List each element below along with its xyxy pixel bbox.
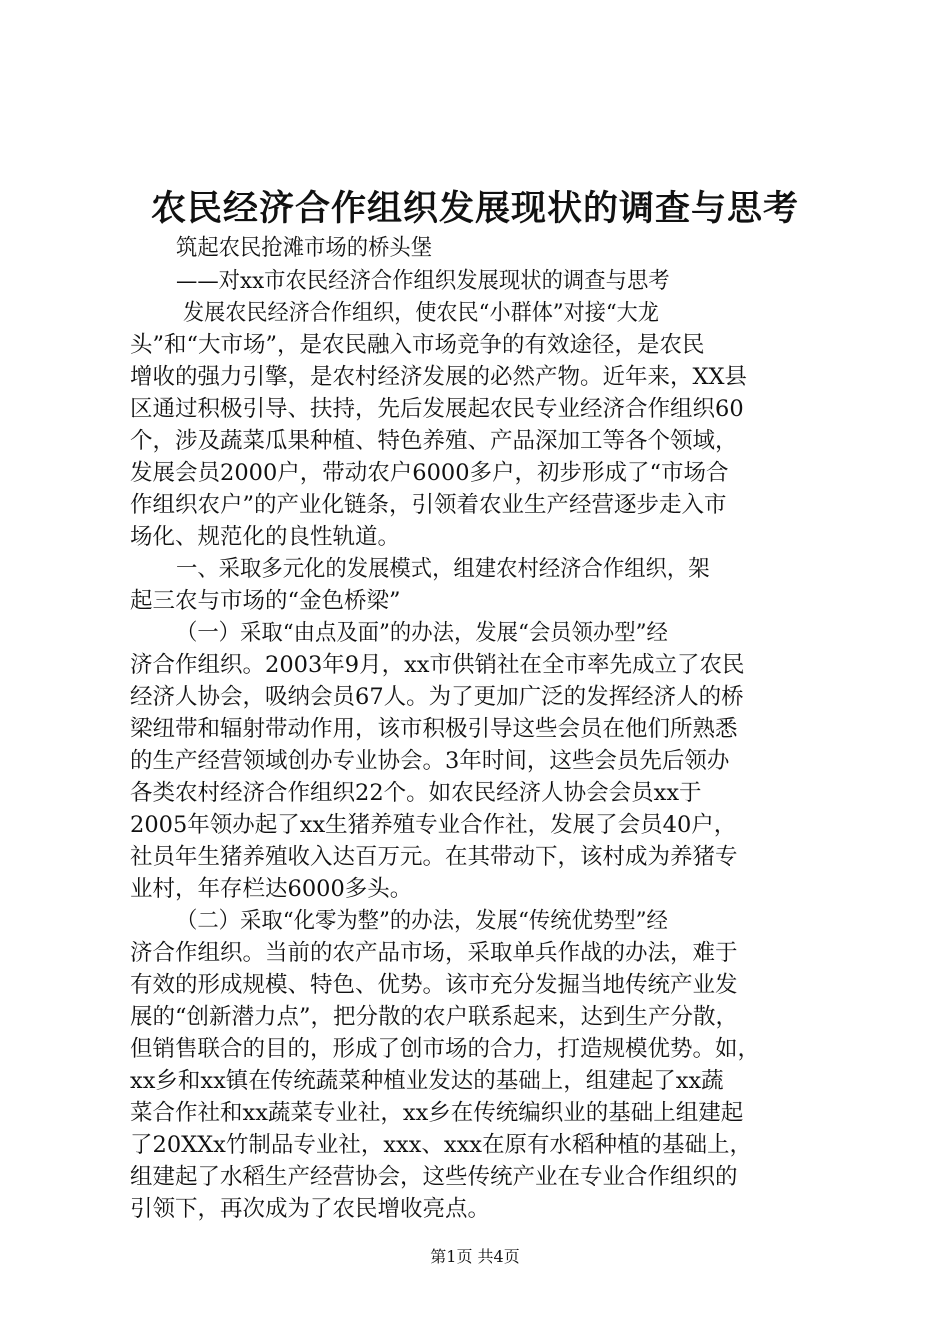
document-title: 农民经济合作组织发展现状的调查与思考 (150, 188, 799, 229)
body-line: 场化、规范化的良性轨道。 (130, 524, 401, 550)
section-heading-line: 起三农与市场的“金色桥梁” (130, 588, 401, 614)
subtitle-line: ——对xx市农民经济合作组织发展现状的调查与思考 (176, 268, 670, 294)
body-line: 菜合作社和xx蔬菜专业社，xx乡在传统编织业的基础上组建起 (130, 1100, 744, 1126)
body-line: 有效的形成规模、特色、优势。该市充分发掘当地传统产业发 (130, 972, 738, 998)
body-line: 组建起了水稻生产经营协会，这些传统产业在专业合作组织的 (130, 1164, 738, 1190)
body-line: xx乡和xx镇在传统蔬菜种植业发达的基础上，组建起了xx蔬 (130, 1068, 724, 1094)
body-line: 了20XXx竹制品专业社，xxx、xxx在原有水稻种植的基础上， (130, 1132, 752, 1158)
body-line: 2005年领办起了xx生猪养殖专业合作社，发展了会员40户， (130, 812, 737, 838)
subtitle-line: 筑起农民抢滩市场的桥头堡 (176, 235, 433, 261)
body-line: 梁纽带和辐射带动作用，该市积极引导这些会员在他们所熟悉 (130, 716, 738, 742)
body-line: 作组织农户”的产业化链条，引领着农业生产经营逐步走入市 (130, 492, 727, 518)
body-line: 个，涉及蔬菜瓜果种植、特色养殖、产品深加工等各个领域， (130, 428, 738, 454)
body-line: 但销售联合的目的，形成了创市场的合力，打造规模优势。如， (130, 1036, 761, 1062)
body-line: 经济人协会，吸纳会员67人。为了更加广泛的发挥经济人的桥 (130, 684, 744, 710)
body-line: 区通过积极引导、扶持，先后发展起农民专业经济合作组织60 (130, 396, 744, 422)
body-line: 头”和“大市场”，是农民融入市场竞争的有效途径，是农民 (130, 332, 705, 358)
body-line: 各类农村经济合作组织22个。如农民经济人协会会员xx于 (130, 780, 702, 806)
body-line: 展的“创新潜力点”，把分散的农户联系起来，达到生产分散， (130, 1004, 739, 1030)
body-line: 增收的强力引擎，是农村经济发展的必然产物。近年来，XX县 (130, 364, 748, 390)
body-line: （二）采取“化零为整”的办法，发展“传统优势型”经 (176, 908, 668, 934)
body-line: 济合作组织。2003年9月，xx市供销社在全市率先成立了农民 (130, 652, 745, 678)
body-line: 引领下，再次成为了农民增收亮点。 (130, 1196, 491, 1222)
section-heading-line: 一、采取多元化的发展模式，组建农村经济合作组织，架 (176, 556, 710, 582)
body-line: （一）采取“由点及面”的办法，发展“会员领办型”经 (176, 620, 668, 646)
page-footer: 第1页 共4页 (430, 1247, 520, 1266)
body-line: 社员年生猪养殖收入达百万元。在其带动下，该村成为养猪专 (130, 844, 738, 870)
body-line: 业村，年存栏达6000多头。 (130, 876, 413, 902)
body-line: 的生产经营领域创办专业协会。3年时间，这些会员先后领办 (130, 748, 730, 774)
body-line: 济合作组织。当前的农产品市场，采取单兵作战的办法，难于 (130, 940, 738, 966)
body-line: 发展农民经济合作组织，使农民“小群体”对接“大龙 (183, 300, 659, 326)
body-line: 发展会员2000户，带动农户6000多户，初步形成了“市场合 (130, 460, 729, 486)
